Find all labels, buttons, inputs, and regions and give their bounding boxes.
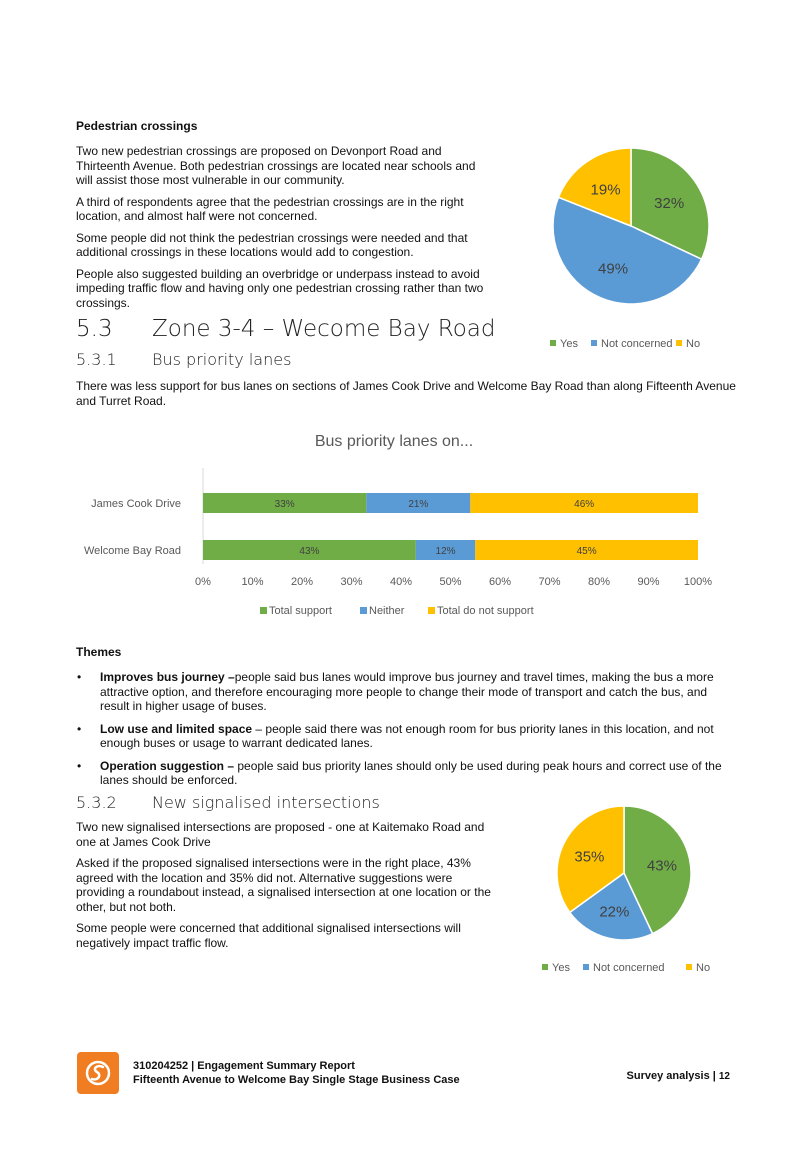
legend-swatch <box>550 340 556 346</box>
bar-data-label: 12% <box>435 546 456 557</box>
x-tick-label: 60% <box>488 576 512 588</box>
legend-label: Not concerned <box>601 338 673 350</box>
company-logo <box>77 1052 119 1094</box>
legend-label: No <box>696 962 711 974</box>
theme-text: people said bus priority lanes should only be used during peak hours and correct use of the lanes should be enforced. <box>100 758 722 787</box>
intersections-paragraph: Some people were concerned that additional signalised intersections will negatively impact traffic flow. <box>76 921 461 950</box>
bus-lanes-bar-chart <box>60 424 750 624</box>
footer-report-title <box>133 1059 460 1087</box>
legend-swatch <box>542 964 548 970</box>
intersections-paragraph: Two new signalised intersections are proposed - one at Kaitemako Road and one at James Cook Drive <box>76 820 485 849</box>
category-label: Welcome Bay Road <box>83 545 181 557</box>
theme-title: Low use and limited space <box>100 721 253 736</box>
pie-data-label: 43% <box>646 857 677 875</box>
x-tick-label: 40% <box>389 576 413 588</box>
x-tick-label: 100% <box>683 576 713 588</box>
pedestrian-paragraph: A third of respondents agree that the pedestrian crossings are in the right location, and almost half were not concerned. <box>76 194 464 223</box>
pie-data-label: 19% <box>590 181 621 199</box>
footer-line: Fifteenth Avenue to Welcome Bay Single Stage Business Case <box>133 1074 460 1086</box>
legend-swatch <box>428 607 435 614</box>
theme-title: Operation suggestion – <box>100 758 235 773</box>
footer-page <box>627 1069 730 1084</box>
section-number: 5.3.1 <box>76 350 117 369</box>
theme-item <box>76 722 734 751</box>
legend-label: Yes <box>552 962 570 974</box>
section-number: 5.3.2 <box>76 793 117 812</box>
x-tick-label: 80% <box>587 576 611 588</box>
section-title: Zone 3-4 – Wecome Bay Road <box>152 316 496 342</box>
pie-data-label: 49% <box>598 260 629 278</box>
bus-lanes-intro: There was less support for bus lanes on sections of James Cook Drive and Welcome Bay Road than along Fifteenth Avenue and Turret Road. <box>76 379 736 408</box>
legend-label: Yes <box>560 338 578 350</box>
theme-item <box>76 759 734 788</box>
bar-chart-title: Bus priority lanes on... <box>314 433 474 450</box>
pedestrian-text <box>76 144 484 310</box>
legend-label: Total support <box>269 605 332 617</box>
footer-line: 310204252 | Engagement Summary Report <box>133 1060 355 1072</box>
themes-list <box>76 670 734 796</box>
legend-label: Total do not support <box>437 605 534 617</box>
intersections-paragraph: Asked if the proposed signalised intersections were in the right place, 43% agreed with the location and 35% did not. Alternative suggestions were providing a roundabout instead, a signalised intersection at one location or the other, but not both. <box>76 856 491 914</box>
theme-text: – people said there was not enough room for bus priority lanes in this location, and not enough buses or usage to warrant dedicated lanes. <box>100 721 714 750</box>
pedestrian-heading: Pedestrian crossings <box>76 119 198 133</box>
intersections-pie-chart <box>520 800 745 985</box>
bar-data-label: 21% <box>408 499 429 510</box>
section-title: Bus priority lanes <box>152 350 292 369</box>
x-tick-label: 10% <box>241 576 264 588</box>
section-53-heading <box>76 316 495 342</box>
page-number: 12 <box>718 1071 730 1082</box>
bar-data-label: 33% <box>274 499 295 510</box>
pedestrian-paragraph: People also suggested building an overbridge or underpass instead to avoid impeding traffic flow and having only one pedestrian crossing rather than two crossings. <box>76 266 484 310</box>
bar-data-label: 45% <box>576 546 597 557</box>
pedestrian-paragraph: Some people did not think the pedestrian crossings were needed and that additional crossings in these locations would add to congestion. <box>76 230 468 259</box>
section-531-heading <box>76 350 291 369</box>
pedestrian-paragraph: Two new pedestrian crossings are proposed on Devonport Road and Thirteenth Avenue. Both pedestrian crossings are located near schools and will assist those most vulnerable in our community. <box>76 144 476 187</box>
bullet-icon: • <box>77 721 82 736</box>
theme-title: Improves bus journey – <box>100 670 235 684</box>
x-tick-label: 70% <box>538 576 561 588</box>
legend-swatch <box>260 607 267 614</box>
pie-data-label: 22% <box>599 903 630 921</box>
x-tick-label: 30% <box>340 576 363 588</box>
x-tick-label: 20% <box>290 576 314 588</box>
pie-data-label: 35% <box>574 848 605 866</box>
bar-data-label: 46% <box>574 499 595 510</box>
section-number: 5.3 <box>76 316 113 342</box>
legend-swatch <box>686 964 692 970</box>
theme-item <box>76 670 734 714</box>
legend-swatch <box>360 607 367 614</box>
x-tick-label: 0% <box>195 576 211 588</box>
legend-swatch <box>591 340 597 346</box>
section-title: New signalised intersections <box>152 793 380 812</box>
pedestrian-pie-chart <box>530 135 750 360</box>
legend-swatch <box>676 340 682 346</box>
bullet-icon: • <box>77 670 82 684</box>
footer-page-label: Survey analysis | <box>626 1070 719 1082</box>
themes-heading: Themes <box>76 645 122 659</box>
bar-data-label: 43% <box>299 546 320 557</box>
section-532-heading <box>76 793 380 812</box>
legend-label: Not concerned <box>593 962 665 974</box>
legend-swatch <box>583 964 589 970</box>
legend-label: Neither <box>369 605 405 617</box>
theme-text: people said bus lanes would improve bus journey and travel times, making the bus a more attractive option, and therefore encouraging more people to change their mode of transport and catch the bus, and result in higher usage of buses. <box>100 670 714 713</box>
category-label: James Cook Drive <box>91 498 181 510</box>
pie-data-label: 32% <box>654 194 685 212</box>
x-tick-label: 90% <box>637 576 660 588</box>
intersections-text <box>76 820 492 950</box>
logo-icon <box>77 1052 119 1094</box>
bullet-icon: • <box>77 758 82 773</box>
x-tick-label: 50% <box>439 576 462 588</box>
legend-label: No <box>686 338 701 350</box>
